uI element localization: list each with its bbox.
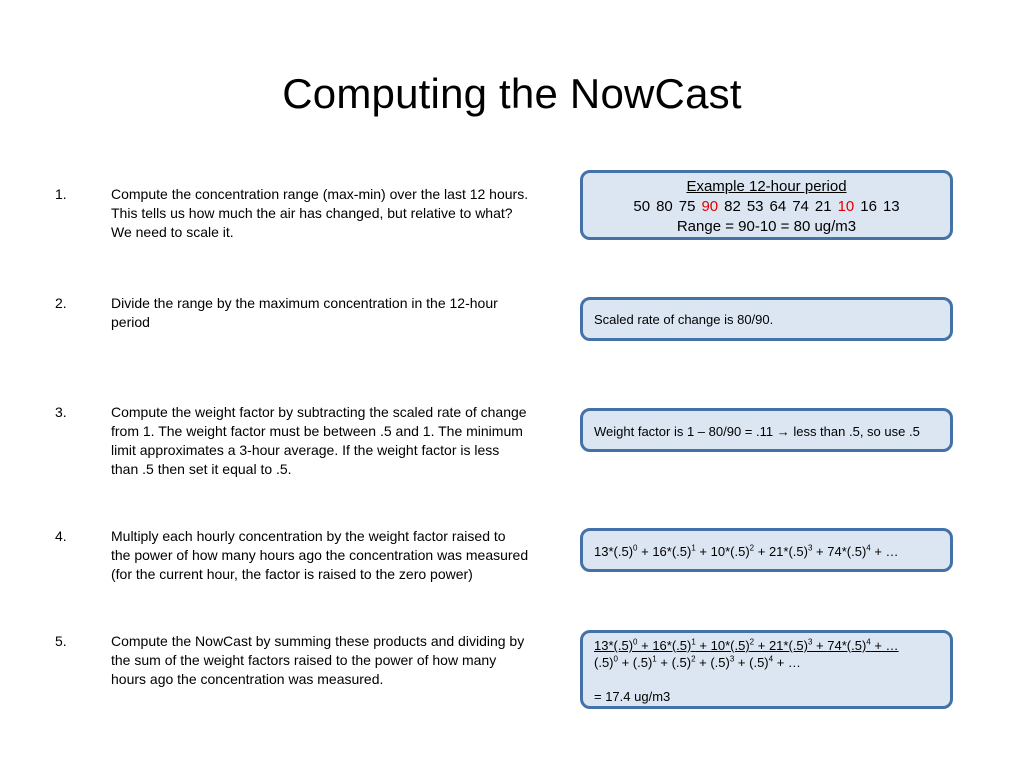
products-box <box>580 528 953 572</box>
step-text <box>111 527 551 584</box>
weight-factor-text: Weight factor is 1 – 80/90 = .11 <box>594 424 777 439</box>
step-number: 3. <box>55 404 67 420</box>
term-separator: + … <box>773 655 801 670</box>
example-value: 10 <box>837 198 855 215</box>
term-coefficient: (.5) <box>671 655 692 670</box>
nowcast-numerator <box>594 637 950 654</box>
products-expression <box>594 544 899 559</box>
term-exponent: 2 <box>691 654 696 664</box>
step-number: 2. <box>55 295 67 311</box>
example-value: 13 <box>882 198 900 215</box>
step-line: Compute the concentration range (max-min) over the last 12 hours. <box>111 186 529 202</box>
step-line: We need to scale it. <box>111 224 234 240</box>
scaled-rate-box <box>580 297 953 341</box>
term-coefficient: 10*(.5) <box>710 638 750 653</box>
term-coefficient: 13*(.5) <box>594 638 634 653</box>
term-exponent: 1 <box>652 654 657 664</box>
term-exponent: 4 <box>866 637 871 647</box>
term-coefficient: 74*(.5) <box>827 544 867 559</box>
term-exponent: 2 <box>749 543 755 553</box>
arrow-right-icon: → <box>776 424 790 439</box>
weight-factor-text-after: less than .5, so use .5 <box>789 424 920 439</box>
example-value: 80 <box>656 198 673 215</box>
term-exponent: 2 <box>749 637 755 647</box>
term-exponent: 4 <box>866 543 871 553</box>
term-separator: + <box>695 544 711 559</box>
example-value: 21 <box>814 198 832 215</box>
term-exponent: 3 <box>807 637 813 647</box>
step-line: limit approximates a 3-hour average. If the weight factor is less <box>111 442 500 458</box>
term-coefficient: 16*(.5) <box>652 544 692 559</box>
step-text <box>111 185 551 242</box>
term-separator: + <box>754 544 769 559</box>
term-separator: + <box>734 655 750 670</box>
step-line: Compute the weight factor by subtracting the scaled rate of change <box>111 404 527 420</box>
nowcast-denominator <box>594 654 950 671</box>
term-separator: + … <box>870 544 899 559</box>
term-coefficient: 74*(.5) <box>827 638 867 653</box>
term-coefficient: 16*(.5) <box>652 638 692 653</box>
step-line: hours ago the concentration was measured. <box>111 671 384 687</box>
term-separator: + <box>637 544 653 559</box>
example-value: 90 <box>701 198 719 215</box>
term-separator: + <box>812 638 828 653</box>
term-exponent: 0 <box>613 654 618 664</box>
step-number: 5. <box>55 633 67 649</box>
term-coefficient: (.5) <box>749 655 769 670</box>
term-separator: + <box>637 638 653 653</box>
step-line: than .5 then set it equal to .5. <box>111 461 292 477</box>
term-exponent: 4 <box>768 654 774 664</box>
example-heading: Example 12-hour period <box>686 178 847 195</box>
step-line: the sum of the weight factors raised to the power of how many <box>111 652 497 668</box>
term-coefficient: 21*(.5) <box>768 638 808 653</box>
step-line: (for the current hour, the factor is raised to the zero power) <box>111 566 473 582</box>
step-line: from 1. The weight factor must be between .5 and 1. The minimum <box>111 423 523 439</box>
example-value: 50 <box>633 198 651 215</box>
term-separator: + <box>754 638 769 653</box>
step-line: Divide the range by the maximum concentration in the 12-hour <box>111 295 498 311</box>
term-exponent: 0 <box>633 543 638 553</box>
step-line: Compute the NowCast by summing these products and dividing by <box>111 633 525 649</box>
term-coefficient: 10*(.5) <box>710 544 750 559</box>
example-box <box>580 170 953 240</box>
term-separator: + … <box>870 638 899 653</box>
example-value: 53 <box>746 198 764 215</box>
step-text <box>111 403 551 479</box>
step-line: Multiply each hourly concentration by the weight factor raised to <box>111 528 506 544</box>
term-coefficient: (.5) <box>594 655 614 670</box>
nowcast-result: = 17.4 ug/m3 <box>594 689 671 704</box>
step-number: 4. <box>55 528 67 544</box>
step-number: 1. <box>55 186 67 202</box>
example-value: 82 <box>724 198 741 215</box>
step-text <box>111 632 551 689</box>
step-line: period <box>111 314 150 330</box>
nowcast-box <box>580 630 953 709</box>
weight-factor-box <box>580 408 953 452</box>
step-line: This tells us how much the air has changed, but relative to what? <box>111 205 513 221</box>
scaled-rate-text: Scaled rate of change is 80/90. <box>594 312 774 327</box>
example-value: 74 <box>792 198 809 215</box>
term-exponent: 1 <box>691 543 696 553</box>
term-coefficient: 21*(.5) <box>768 544 808 559</box>
term-exponent: 3 <box>807 543 813 553</box>
example-value: 16 <box>860 198 877 215</box>
term-coefficient: 13*(.5) <box>594 544 634 559</box>
example-value: 64 <box>769 198 787 215</box>
term-exponent: 0 <box>633 637 638 647</box>
term-coefficient: (.5) <box>710 655 730 670</box>
page-title: Computing the NowCast <box>282 70 742 117</box>
example-value: 75 <box>678 198 696 215</box>
term-exponent: 1 <box>691 637 696 647</box>
term-exponent: 3 <box>729 654 735 664</box>
term-separator: + <box>812 544 828 559</box>
term-separator: + <box>617 655 633 670</box>
term-coefficient: (.5) <box>632 655 653 670</box>
term-separator: + <box>695 655 711 670</box>
step-text <box>111 294 551 332</box>
term-separator: + <box>656 655 672 670</box>
example-values <box>583 197 950 217</box>
term-separator: + <box>695 638 711 653</box>
example-range: Range = 90-10 = 80 ug/m3 <box>676 218 857 235</box>
step-line: the power of how many hours ago the concentration was measured <box>111 547 529 563</box>
